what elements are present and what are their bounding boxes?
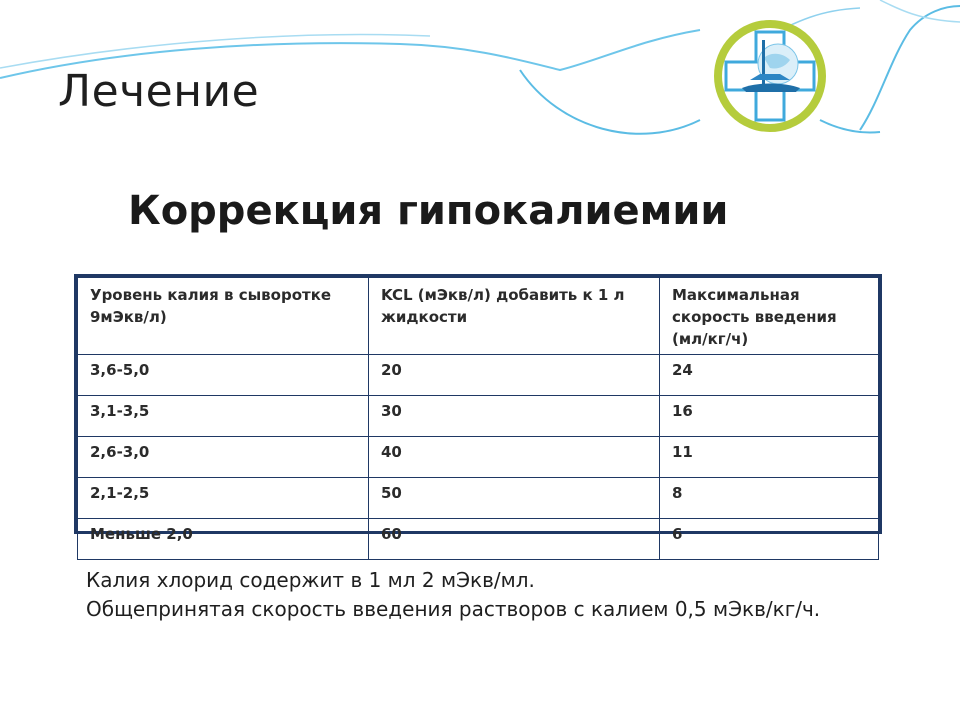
header-max-rate: Максимальная скорость введения (мл/кг/ч) <box>660 278 879 355</box>
table-row <box>78 519 879 560</box>
cell-max-rate: 8 <box>660 478 879 519</box>
cell-potassium-level: 2,6-3,0 <box>78 437 369 478</box>
table-row <box>78 396 879 437</box>
cell-max-rate: 16 <box>660 396 879 437</box>
table-row <box>78 478 879 519</box>
note-line-2: Общепринятая скорость введения растворов с калием 0,5 мЭкв/кг/ч. <box>86 597 821 621</box>
cell-max-rate: 11 <box>660 437 879 478</box>
cell-potassium-level: 3,1-3,5 <box>78 396 369 437</box>
cell-max-rate: 24 <box>660 355 879 396</box>
note-line-1: Калия хлорид содержит в 1 мл 2 мЭкв/мл. <box>86 568 535 592</box>
cell-kcl-amount: 40 <box>369 437 660 478</box>
cell-potassium-level: 2,1-2,5 <box>78 478 369 519</box>
cell-kcl-amount: 50 <box>369 478 660 519</box>
cell-kcl-amount: 20 <box>369 355 660 396</box>
cell-max-rate: 6 <box>660 519 879 560</box>
medical-cross-globe-logo-icon <box>712 18 828 134</box>
table-row <box>78 437 879 478</box>
slide-subtitle: Коррекция гипокалиемии <box>128 188 729 234</box>
cell-kcl-amount: 30 <box>369 396 660 437</box>
data-table <box>77 277 879 560</box>
table-header-row <box>78 278 879 355</box>
notes-block <box>86 566 820 624</box>
header-potassium-level: Уровень калия в сыворотке 9мЭкв/л) <box>78 278 369 355</box>
table-row <box>78 355 879 396</box>
slide-title: Лечение <box>58 66 260 117</box>
cell-kcl-amount: 60 <box>369 519 660 560</box>
potassium-correction-table <box>74 274 882 543</box>
cell-potassium-level: Меньше 2,0 <box>78 519 369 560</box>
header-kcl-amount: KCL (мЭкв/л) добавить к 1 л жидкости <box>369 278 660 355</box>
cell-potassium-level: 3,6-5,0 <box>78 355 369 396</box>
